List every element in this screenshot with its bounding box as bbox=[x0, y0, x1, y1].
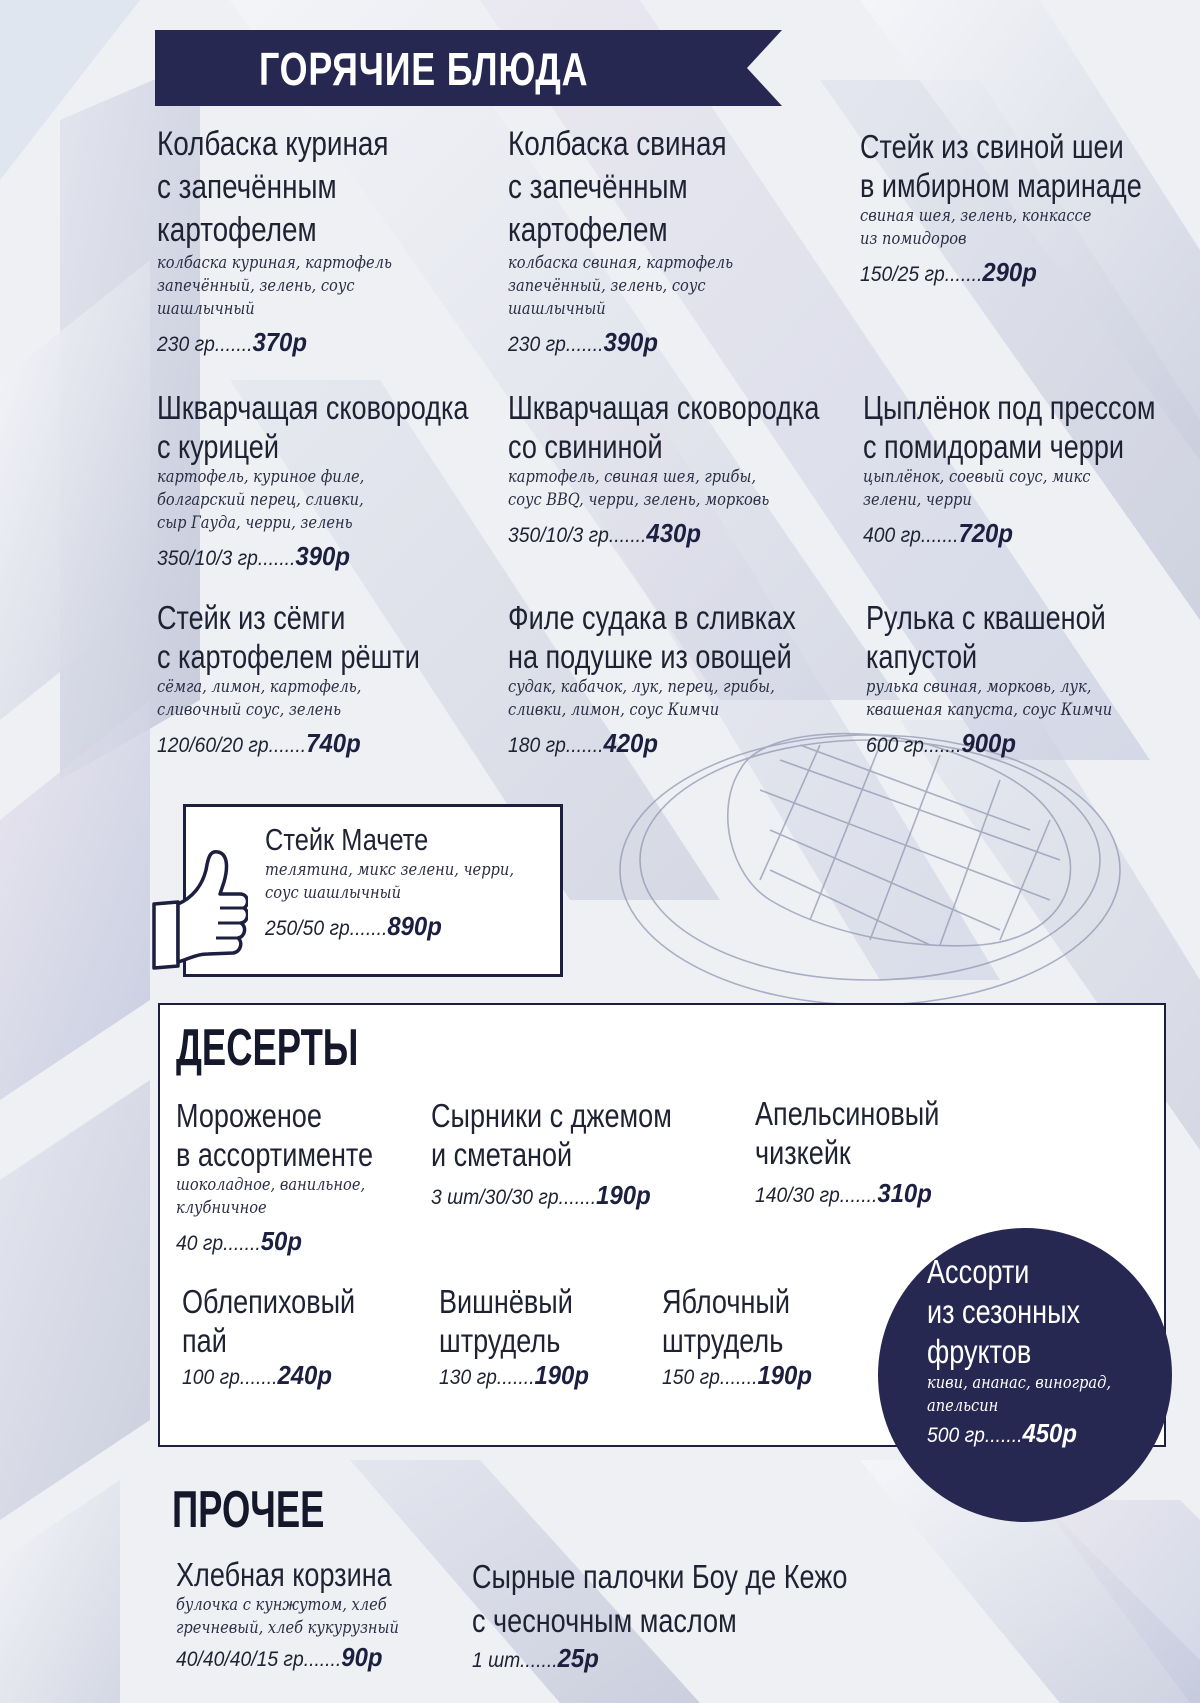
dish-name: Ассорти bbox=[927, 1253, 1030, 1290]
dish-weight: 100 гр....... bbox=[182, 1366, 278, 1389]
dish-name: Хлебная корзина bbox=[176, 1556, 392, 1593]
dessert-cherry-strudel bbox=[439, 1282, 602, 1391]
dish-price: 740р bbox=[306, 728, 361, 758]
dish-ingredients: судак, кабачок, лук, перец, грибы, bbox=[508, 677, 775, 697]
dish-weight: 3 шт/30/30 гр....... bbox=[431, 1186, 597, 1209]
dish-price: 290р bbox=[982, 257, 1037, 287]
recommended-steak-machete bbox=[265, 821, 555, 942]
hot-dishes-header bbox=[155, 30, 782, 106]
dish-ingredients: свиная шея, зелень, конкассе bbox=[860, 206, 1092, 226]
dish-price: 240р bbox=[277, 1360, 332, 1390]
dish-name: с картофелем рёшти bbox=[157, 638, 420, 675]
dish-name: в имбирном маринаде bbox=[860, 167, 1142, 204]
dish-name: со свининой bbox=[508, 428, 663, 465]
dessert-orange-cheesecake bbox=[755, 1094, 980, 1209]
thumbs-up-icon bbox=[148, 842, 248, 972]
dish-name: штрудель bbox=[439, 1322, 561, 1359]
dish-ingredients: гречневый, хлеб кукурузный bbox=[176, 1618, 399, 1638]
dish-weight: 150 гр....... bbox=[662, 1366, 758, 1389]
dish-ingredients: из помидоров bbox=[860, 229, 967, 249]
dish-price: 900р bbox=[961, 728, 1016, 758]
menu-item-zander-fillet bbox=[508, 598, 859, 759]
dish-weight: 140/30 гр....... bbox=[755, 1184, 878, 1207]
dessert-syrniki bbox=[431, 1096, 725, 1211]
dish-name: с курицей bbox=[157, 428, 279, 465]
dish-name: и сметаной bbox=[431, 1136, 573, 1173]
other-cheese-sticks bbox=[472, 1555, 930, 1674]
dish-price: 370р bbox=[252, 327, 307, 357]
dish-ingredients: зелени, черри bbox=[863, 490, 972, 510]
dish-weight: 350/10/3 гр....... bbox=[508, 524, 647, 547]
dish-ingredients: цыплёнок, соевый соус, микс bbox=[863, 467, 1091, 487]
dish-ingredients: клубничное bbox=[176, 1198, 267, 1218]
dish-ingredients: картофель, свиная шея, грибы, bbox=[508, 467, 757, 487]
dish-weight: 40/40/40/15 гр....... bbox=[176, 1648, 342, 1671]
hot-dishes-title: ГОРЯЧИЕ БЛЮДА bbox=[259, 43, 589, 95]
menu-item-pork-knuckle bbox=[866, 598, 1158, 759]
dessert-fruit-assortment bbox=[927, 1252, 1141, 1449]
dish-weight: 120/60/20 гр....... bbox=[157, 734, 307, 757]
dish-name: Вишнёвый bbox=[439, 1283, 573, 1320]
dish-name: Цыплёнок под прессом bbox=[863, 389, 1156, 426]
dish-price: 390р bbox=[295, 541, 350, 571]
dish-name: Шкварчащая сковородка bbox=[508, 389, 820, 426]
dish-name: Яблочный bbox=[662, 1283, 790, 1320]
dish-price: 420р bbox=[603, 728, 658, 758]
dish-name: пай bbox=[182, 1322, 227, 1359]
dish-name: Стейк из свиной шеи bbox=[860, 128, 1124, 165]
dish-name: капустой bbox=[866, 638, 978, 675]
dish-name: с помидорами черри bbox=[863, 428, 1125, 465]
dish-weight: 230 гр....... bbox=[157, 333, 253, 356]
dish-ingredients: рулька свиная, морковь, лук, bbox=[866, 677, 1092, 697]
dish-name: Апельсиновый bbox=[755, 1095, 940, 1132]
dish-weight: 350/10/3 гр....... bbox=[157, 547, 296, 570]
dish-name: Сырные палочки Боу де Кежо bbox=[472, 1558, 848, 1595]
dish-name: Сырники с джемом bbox=[431, 1097, 672, 1134]
dish-name: Облепиховый bbox=[182, 1283, 356, 1320]
dish-ingredients: шашлычный bbox=[157, 299, 255, 319]
dish-name: Мороженое bbox=[176, 1097, 322, 1134]
dish-price: 190р bbox=[757, 1360, 812, 1390]
dish-price: 190р bbox=[534, 1360, 589, 1390]
menu-item-salmon-steak bbox=[157, 598, 478, 759]
dish-name: на подушке из овощей bbox=[508, 638, 792, 675]
dish-name: Филе судака в сливках bbox=[508, 599, 796, 636]
dish-ingredients: болгарский перец, сливки, bbox=[157, 490, 364, 510]
dish-price: 50р bbox=[260, 1226, 302, 1256]
dish-weight: 600 гр....... bbox=[866, 734, 962, 757]
dish-ingredients: сливки, лимон, соус Кимчи bbox=[508, 700, 720, 720]
menu-item-pork-skillet bbox=[508, 388, 888, 549]
dish-ingredients: запечённый, зелень, соус bbox=[157, 276, 355, 296]
dish-name: Колбаска куриная bbox=[157, 125, 389, 163]
other-title: ПРОЧЕЕ bbox=[172, 1481, 325, 1539]
dish-ingredients: колбаска куриная, картофель bbox=[157, 253, 392, 273]
dish-ingredients: апельсин bbox=[927, 1396, 999, 1416]
dish-price: 450р bbox=[1022, 1418, 1077, 1448]
dish-name: с запечённым bbox=[508, 168, 688, 206]
menu-item-pork-neck-steak bbox=[860, 127, 1200, 288]
dish-name: Колбаска свиная bbox=[508, 125, 727, 163]
menu-item-chicken-sausage bbox=[157, 123, 439, 358]
dish-weight: 40 гр....... bbox=[176, 1232, 261, 1255]
dish-ingredients: шоколадное, ванильное, bbox=[176, 1175, 366, 1195]
dish-name: с запечённым bbox=[157, 168, 337, 206]
dish-name: картофелем bbox=[508, 211, 668, 249]
desserts-title: ДЕСЕРТЫ bbox=[176, 1019, 359, 1077]
dish-ingredients: колбаска свиная, картофель bbox=[508, 253, 734, 273]
dish-name: Рулька с квашеной bbox=[866, 599, 1106, 636]
menu-item-pressed-chicken bbox=[863, 388, 1200, 549]
dish-ingredients: сыр Гауда, черри, зелень bbox=[157, 513, 353, 533]
dish-ingredients: сёмга, лимон, картофель, bbox=[157, 677, 362, 697]
dish-ingredients: сливочный соус, зелень bbox=[157, 700, 342, 720]
dish-ingredients: соус шашлычный bbox=[265, 883, 401, 903]
dish-weight: 150/25 гр....... bbox=[860, 263, 983, 286]
dish-name: с чесночным маслом bbox=[472, 1602, 737, 1639]
dish-price: 90р bbox=[341, 1642, 383, 1672]
dish-price: 390р bbox=[603, 327, 658, 357]
dish-name: из сезонных bbox=[927, 1293, 1081, 1330]
dish-price: 720р bbox=[958, 518, 1013, 548]
dish-ingredients: картофель, куриное филе, bbox=[157, 467, 365, 487]
dish-name: Стейк Мачете bbox=[265, 822, 429, 857]
dish-weight: 230 гр....... bbox=[508, 333, 604, 356]
dish-price: 190р bbox=[596, 1180, 651, 1210]
other-bread-basket bbox=[176, 1555, 439, 1673]
dish-ingredients: квашеная капуста, соус Кимчи bbox=[866, 700, 1113, 720]
dish-weight: 500 гр....... bbox=[927, 1424, 1023, 1447]
dessert-sea-buckthorn-pie bbox=[182, 1282, 393, 1391]
dish-name: Стейк из сёмги bbox=[157, 599, 346, 636]
dish-ingredients: запечённый, зелень, соус bbox=[508, 276, 706, 296]
dish-weight: 400 гр....... bbox=[863, 524, 959, 547]
dish-name: картофелем bbox=[157, 211, 317, 249]
dish-name: Шкварчащая сковородка bbox=[157, 389, 469, 426]
menu-item-pork-sausage bbox=[508, 123, 775, 358]
dessert-apple-strudel bbox=[662, 1282, 825, 1391]
dish-price: 890р bbox=[387, 911, 442, 941]
dish-weight: 180 гр....... bbox=[508, 734, 604, 757]
dish-ingredients: шашлычный bbox=[508, 299, 606, 319]
dish-ingredients: булочка с кунжутом, хлеб bbox=[176, 1595, 387, 1615]
dish-price: 430р bbox=[646, 518, 701, 548]
dish-price: 25р bbox=[557, 1643, 599, 1673]
dessert-ice-cream bbox=[176, 1096, 416, 1257]
menu-item-chicken-skillet bbox=[157, 388, 537, 572]
dish-name: чизкейк bbox=[755, 1134, 851, 1171]
dish-ingredients: киви, ананас, виноград, bbox=[927, 1373, 1111, 1393]
dish-ingredients: телятина, микс зелени, черри, bbox=[265, 860, 514, 880]
dish-price: 310р bbox=[877, 1178, 932, 1208]
dish-ingredients: соус BBQ, черри, зелень, морковь bbox=[508, 490, 770, 510]
dish-weight: 1 шт....... bbox=[472, 1649, 558, 1672]
dish-weight: 130 гр....... bbox=[439, 1366, 535, 1389]
dish-name: штрудель bbox=[662, 1322, 784, 1359]
dish-name: в ассортименте bbox=[176, 1136, 374, 1173]
dish-weight: 250/50 гр....... bbox=[265, 917, 388, 940]
dish-name: фруктов bbox=[927, 1333, 1032, 1370]
